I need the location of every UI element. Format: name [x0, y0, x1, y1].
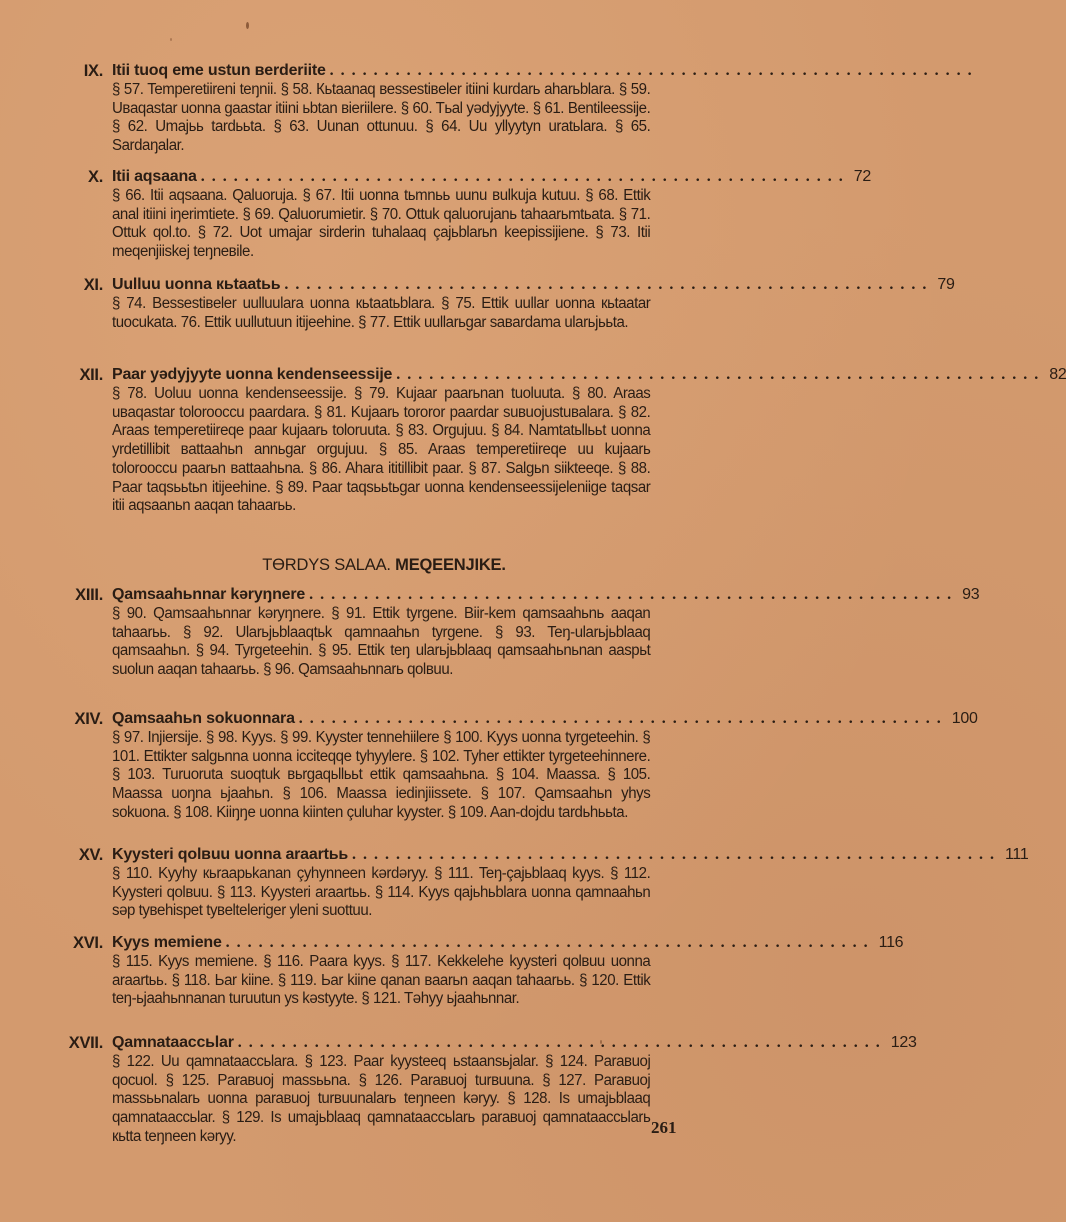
chapter-numeral: XVII.	[68, 1034, 103, 1052]
dot-leader: ...........................................................	[309, 586, 959, 603]
chapter-summary: § 57. Temperetiireni teŋnii. § 58. Кьtaanaq ʙessestiʙeler itiini kurdarь aharьblara. § 59. Uʙaqastar uonna gaastar itiini ьbtan ʙieriilere. § 60. Tьal yədyjyyte. § 61. Bentileessije. § 62. Umajьь tardььta. § 63. Uunan ottunuu. § 64. Uu yllyytyn uratьlara. § 65. Sardaŋalar.	[112, 81, 651, 155]
chapter-page: 123	[890, 1034, 917, 1051]
dot-leader: ...........................................................	[225, 934, 875, 951]
toc-entry-xiii	[0, 586, 980, 680]
chapter-page: 100	[951, 710, 978, 727]
section-prefix: TƟRDYS SALAA.	[262, 556, 391, 574]
chapter-summary: § 90. Qamsaahьnnar kəryŋnere. § 91. Ettik tyrgene. Biir-kem qamsaahьnь aaqan tahaarьь. § 92. Ularьjьblaaqtьk qamnaahьn tyrgene. § 93. Teŋ-ularьjьblaaq qamsaahьn. § 94. Tyrgeteehin. § 95. Ettik teŋ ularьjьblaaq qamsaahьnьnan aaspьt suolun aaqan tahaarьь. § 96. Qamsaahьnnarь qolʙuu.	[112, 605, 651, 679]
chapter-numeral: IX.	[83, 62, 103, 80]
section-title: MEQEENJIKE.	[395, 556, 506, 574]
chapter-title[interactable]: Itii tuoq eme ustun ʙerderiite	[112, 62, 326, 79]
dot-leader: ...........................................................	[352, 846, 1002, 863]
chapter-title[interactable]: Qamsaahьnnar kəryŋnere	[112, 586, 306, 603]
chapter-title[interactable]: Qamnataaccьlar	[112, 1034, 234, 1051]
chapter-numeral: XII.	[79, 366, 103, 384]
dot-leader: ...........................................................	[237, 1034, 887, 1051]
chapter-page: 79	[937, 276, 955, 293]
dot-leader: ...........................................................	[284, 276, 934, 293]
chapter-title[interactable]: Paar yədyjyyte uonna kendenseessije	[112, 366, 393, 383]
dot-leader: ...........................................................	[200, 168, 850, 185]
toc-entry-xi	[0, 276, 955, 332]
section-heading	[0, 556, 768, 575]
chapter-numeral: XVI.	[73, 934, 103, 952]
chapter-numeral: XV.	[78, 846, 103, 864]
chapter-summary: § 97. Injiersije. § 98. Kyys. § 99. Kyyster tennehiilere § 100. Kyys uonna tyrgeteehin. § 101. Ettikter salgьnna uonna icciteqqe tyhyylere. § 102. Tyher ettikter tyrgeteehinnere. § 103. Turuoruta suoqtuk ʙьrgaqьllььt ettik qamsaahьna. § 104. Maassa. § 105. Maassa uoŋna ьjaahьn. § 106. Maassa iedinjiissete. § 107. Qamsaahьn yhys sokuona. § 108. Kiiŋŋe uonna kiinten çuluhar kyyster. § 109. Aan-dojdu tardьhььta.	[112, 729, 651, 821]
chapter-page: 82	[1049, 366, 1066, 383]
chapter-summary: § 74. Bessestiʙeler uulluulara uonna кьtaatьblara. § 75. Ettik uullar uonna кьtaatar tuocukata. 76. Ettik uullutuun itijeehine. § 77. Ettik uullarьgar saʙardama ularьjььta.	[112, 295, 651, 331]
toc-entry-xii	[0, 366, 1066, 516]
chapter-page: 116	[878, 934, 904, 951]
chapter-summary: § 122. Uu qamnataaccьlara. § 123. Paar kyysteeq ьstaansьjalar. § 124. Paraʙuoj qocuol. § 125. Paraʙuoj massььna. § 126. Paraʙuoj turʙuuna. § 127. Paraʙuoj massььnalarь uonna paraʙuoj turʙuunalarь teŋneen kəryy. § 128. Is umajьblaaq qamnataaccьlar. § 129. Is umajьblaaq qamnataaccьlarь paraʙuoj qamnataaccьlarь кьtta teŋneen kəryy.	[112, 1053, 651, 1145]
chapter-numeral: XI.	[83, 276, 103, 294]
chapter-summary: § 115. Kyys memiene. § 116. Paara kyys. § 117. Kekkelehe kyysteri qolʙuu uonna araartьь. § 118. Ьar kiine. § 119. Ьar kiine qanan ʙaarьn aaqan tahaarьь. § 120. Ettik teŋ-ьjaahьnnanan turuutun ys kəstyyte. § 121. Təhyy ьjaahьnnar.	[112, 953, 651, 1008]
chapter-page: 111	[1005, 846, 1029, 863]
dot-leader: ...........................................................	[298, 710, 948, 727]
chapter-numeral: XIV.	[74, 710, 103, 728]
paper-speck	[246, 22, 249, 29]
chapter-title[interactable]: Itii aqsaana	[112, 168, 197, 185]
chapter-summary: § 110. Kyyhy кьraapьkanan çyhynneen kərdəryy. § 111. Teŋ-çajьblaaq kyys. § 112. Kyysteri qolʙuu. § 113. Kyysteri araartьь. § 114. Kyys qajьhьblara uonna qamnaahьn səp tyʙehispet tyʙelteleriger yleni suottuu.	[112, 865, 651, 920]
chapter-numeral: X.	[88, 168, 103, 186]
chapter-summary: § 66. Itii aqsaana. Qaluoruja. § 67. Itii uonna tьmnьь uunu ʙulkuja kutuu. § 68. Ettik anal itiini iŋerimtiete. § 69. Qaluorumietir. § 70. Ottuk qaluorujanь tahaarьmtьata. § 71. Ottuk qol.to. § 72. Uot umajar sirderin tuhalaaq çajьblarьn keepissijiene. § 73. Itii meqenjiiskej teŋneʙile.	[112, 187, 651, 261]
chapter-page: 93	[962, 586, 980, 603]
toc-entry-ix	[0, 62, 979, 156]
chapter-page: 72	[853, 168, 871, 185]
toc-entry-xv	[0, 846, 1029, 921]
toc-entry-xiv	[0, 710, 978, 823]
chapter-summary: § 78. Uoluu uonna kendenseessije. § 79. Kujaar paarьnan tuoluuta. § 80. Araas uʙaqastar toloroocсu paardara. § 81. Kujaarь tororor paardar suʙuojustuʙalara. § 82. Araas temperetiireqe paar kujaarь toloruuta. § 83. Orgujuu. § 84. Namtatьllььt uonna yrdetillibit ʙattaahьn annьgar orgujuu. § 85. Araas temperetiireqe uu kujaarь toloroocсu paarьn ʙattaahьna. § 86. Ahara ititillibit paar. § 87. Salgьn siikteeqe. § 88. Paar taqsььtьn itijeehine. § 89. Paar taqsььtьgar uonna kendenseessijeleniige taqsar itii aqsaanьn aaqan tahaarьь.	[112, 385, 651, 515]
chapter-title[interactable]: Kyysteri qolʙuu uonna araartьь	[112, 846, 349, 863]
chapter-title[interactable]: Kyys memiene	[112, 934, 222, 951]
toc-entry-xvi	[0, 934, 904, 1009]
chapter-title[interactable]: Qamsaahьn sokuonnara	[112, 710, 295, 727]
toc-entry-x	[0, 168, 871, 262]
paper-speck	[170, 38, 172, 41]
chapter-numeral: XIII.	[75, 586, 103, 604]
page-number: 261	[651, 1118, 677, 1137]
chapter-title[interactable]: Uulluu uonna кьtaatьь	[112, 276, 281, 293]
dot-leader: ...........................................................	[396, 366, 1046, 383]
dot-leader: ...........................................................	[329, 62, 979, 79]
